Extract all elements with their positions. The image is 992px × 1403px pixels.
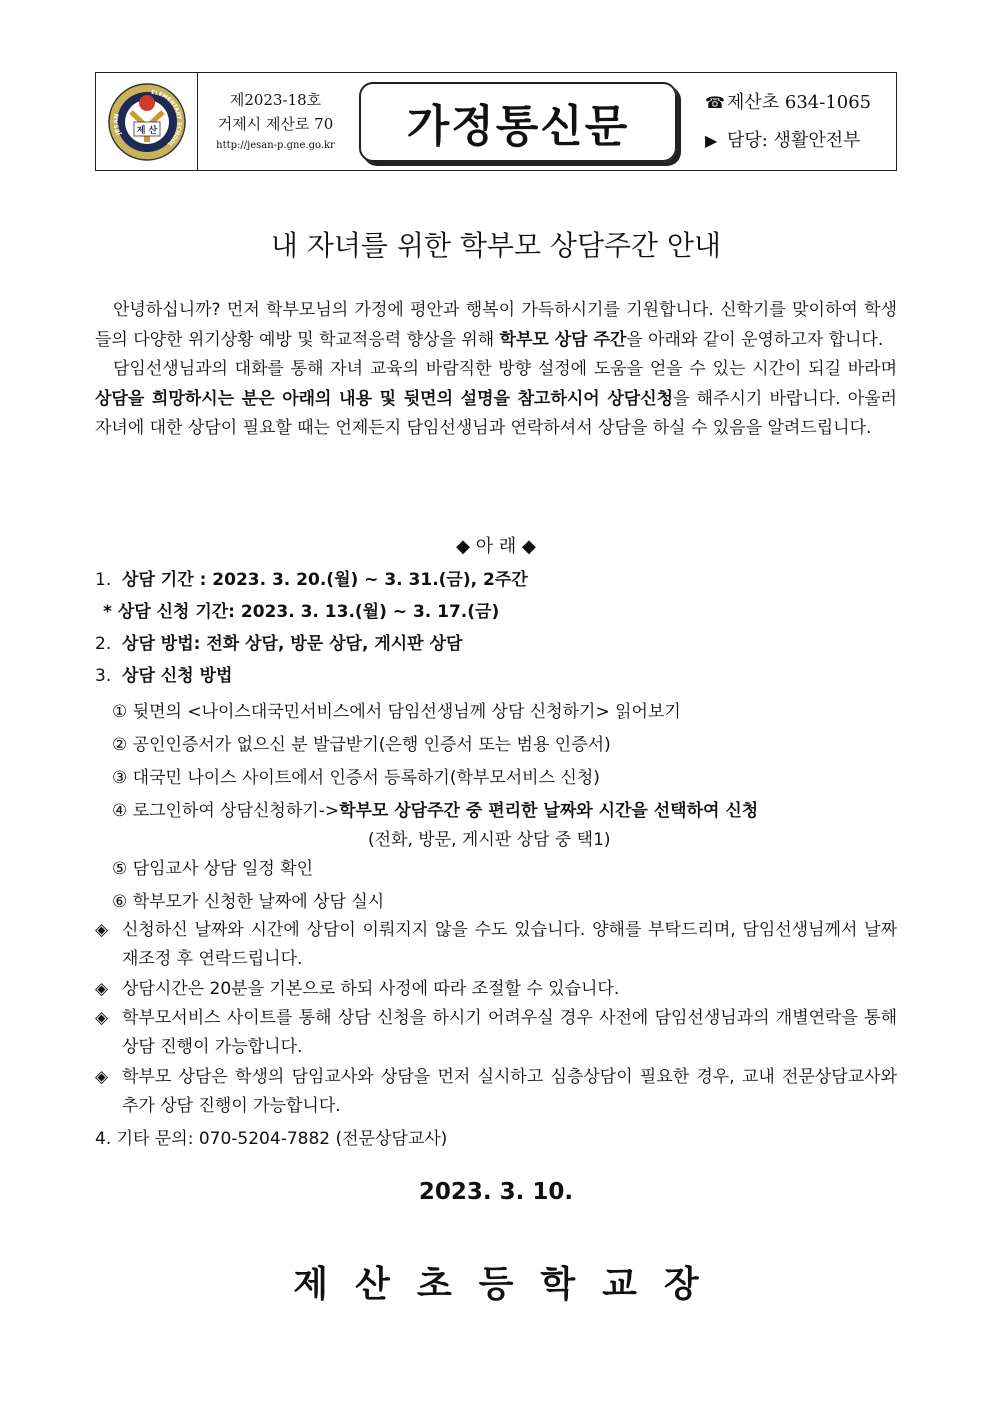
intro-paragraph-2: 담임선생님과의 대화를 통해 자녀 교육의 바람직한 방향 설정에 도움을 얻을 수 있는 시간이 되길 바라며 상담을 희망하시는 분은 아래의 내용 및 뒷면의 설명을 참고하시어 상담신청을 해주시기 바랍니다. 아울러 자녀에 대한 상담이 필요할 때는 언제든지 담임선생님과 연락하셔서 상담을 하실 수 있음을 알려드립니다.: [95, 359, 897, 438]
diamond-bullet-icon: ◈: [95, 1067, 109, 1087]
issue-number: 제2023-18호: [229, 90, 322, 109]
issue-info: [198, 73, 353, 170]
triangle-right-icon: ▶: [705, 130, 718, 150]
item-1-sub: * 상담 신청 기간: 2023. 3. 13.(월) ~ 3. 17.(금): [103, 602, 500, 622]
emblem-ring-right: ELEMENTARY SCHOOL: [150, 89, 182, 147]
title-cell: [353, 73, 683, 170]
note-4: ◈ 학부모 상담은 학생의 담임교사와 상담을 먼저 실시하고 심층상담이 필요한 경우, 교내 전문상담교사와 추가 상담 진행이 가능합니다.: [95, 1063, 897, 1121]
step-2: ② 공인인증서가 없으신 분 발급받기(은행 인증서 또는 범용 인증서): [112, 735, 611, 755]
emblem-ring-left: JESAN: [112, 112, 123, 136]
emblem-text: 제 산: [136, 125, 157, 136]
item-3: 3. 상담 신청 방법: [95, 666, 233, 686]
diamond-bullet-icon: ◈: [95, 979, 109, 999]
note-2: ◈ 상담시간은 20분을 기본으로 하되 사정에 따라 조절할 수 있습니다.: [95, 975, 897, 1004]
step-4: ④ 로그인하여 상담신청하기->학부모 상담주간 중 편리한 날짜와 시간을 선택하여 신청: [112, 801, 759, 821]
logo-cell: [96, 73, 198, 170]
school-address: 거제시 제산로 70: [217, 114, 334, 133]
intro-paragraph-1: 안녕하십니까? 먼저 학부모님의 가정에 평안과 행복이 가득하시기를 기원합니다. 신학기를 맞이하여 학생들의 다양한 위기상황 예방 및 학교적응력 향상을 위해 학부모 상담 주간을 아래와 같이 운영하고자 합니다.: [95, 300, 897, 350]
intro-section: [95, 296, 897, 444]
step-1: ① 뒷면의 <나이스대국민서비스에서 담임선생님께 상담 신청하기> 읽어보기: [112, 702, 681, 722]
item-1: 1. 상담 기간 : 2023. 3. 20.(월) ~ 3. 31.(금), 2주간: [95, 570, 528, 590]
newsletter-title: 가정통신문: [359, 82, 677, 162]
note-3: ◈ 학부모서비스 사이트를 통해 상담 신청을 하시기 어려우실 경우 사전에 담임선생님과의 개별연락을 통해 상담 진행이 가능합니다.: [95, 1004, 897, 1062]
document-date: 2023. 3. 10.: [418, 1179, 574, 1205]
school-url: http://jesan-p.gne.go.kr: [216, 139, 335, 151]
school-principal: 제산초등학교장: [293, 1264, 726, 1305]
notice-heading: ◆ 아 래 ◆: [456, 536, 536, 557]
diamond-bullet-icon: ◈: [95, 920, 109, 940]
step-5: ⑤ 담임교사 상담 일정 확인: [112, 859, 314, 879]
note-1: ◈ 신청하신 날짜와 시간에 상담이 이뤄지지 않을 수도 있습니다. 양해를 부탁드리며, 담임선생님께서 날짜 재조정 후 연락드립니다.: [95, 916, 897, 974]
manager-text: 담당: 생활안전부: [727, 129, 861, 151]
step-3: ③ 대국민 나이스 사이트에서 인증서 등록하기(학부모서비스 신청): [112, 768, 600, 788]
item-4: 4. 기타 문의: 070-5204-7882 (전문상담교사): [95, 1129, 448, 1149]
phone-icon: ☎: [705, 92, 725, 112]
phone-text: 제산초 634-1065: [727, 91, 872, 113]
diamond-bullet-icon: ◈: [95, 1008, 109, 1028]
step-4-continued: (전화, 방문, 게시판 상담 중 택1): [368, 830, 611, 850]
item-2: 2. 상담 방법: 전화 상담, 방문 상담, 게시판 상담: [95, 634, 463, 654]
manager-row: [705, 122, 896, 160]
document-title: 내 자녀를 위한 학부모 상담주간 안내: [270, 229, 722, 262]
contact-info: [683, 73, 896, 170]
school-emblem-icon: [107, 82, 187, 162]
step-6: ⑥ 학부모가 신청한 날짜에 상담 실시: [112, 892, 385, 912]
newsletter-header: [95, 72, 897, 171]
phone-row: [705, 84, 896, 122]
